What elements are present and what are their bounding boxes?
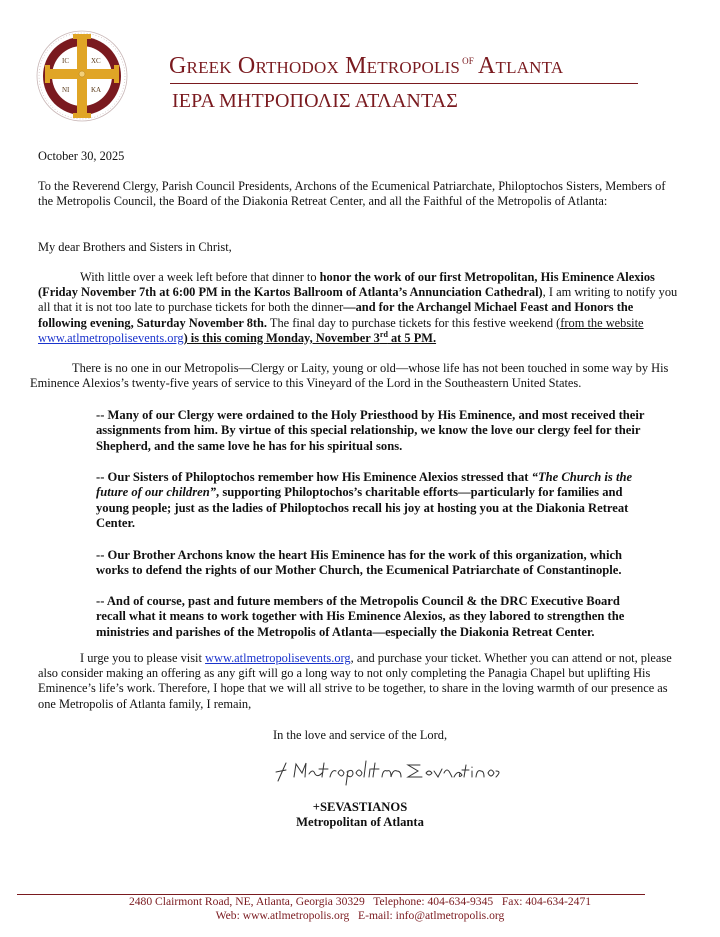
p1-deadline-time: at 5 PM.	[387, 330, 437, 345]
p1-text-f: (from the website	[556, 315, 644, 330]
bullet-clergy: -- Many of our Clergy were ordained to the Holy Priesthood by His Eminence, and most received their assignments from him. By virtue of this special relationship, we know the love our clergy feel for their Shepherd, and the same love he has for his spiritual sons.	[96, 408, 645, 453]
bullet-philoptochos-quote: “The Church is the future of our children”	[96, 470, 633, 500]
metropolis-title	[169, 53, 563, 80]
signer-title: Metropolitan of Atlanta	[296, 815, 424, 829]
seal-letters-ic: IC	[62, 57, 69, 65]
letter-salutation: My dear Brothers and Sisters in Christ,	[38, 240, 232, 254]
p1-dinner-details: honor the work of our first Metropolitan, His Eminence Alexios (Friday November 7th at 6:00 PM in the Kartos Ballroom of Atlanta’s Annunciation Cathedral)	[38, 270, 655, 300]
seal-letters-ni: NI	[62, 86, 70, 94]
bullet-philoptochos-post: , supporting Philoptochos’s charitable efforts—particularly for families and young people; just as the ladies of Philoptochos recall his joy at hosting you at the Diakonia Retreat Center.	[96, 485, 629, 531]
p1-text-a: With little over a week left before that dinner to	[80, 270, 320, 284]
p3-text-a: I urge you to please visit	[80, 651, 206, 665]
title-of: OF	[462, 56, 474, 66]
metropolis-title-greek: ΙΕΡΑ ΜΗΤΡΟΠΟΛΙΣ ΑΤΛΑΝΤΑΣ	[172, 90, 458, 112]
p1-text-c: , I am writing to notify you all that it is not too late to purchase tickets for both the dinner	[38, 285, 678, 315]
letter-closing: In the love and service of the Lord,	[272, 728, 448, 742]
signer	[0, 800, 720, 830]
letterhead	[0, 0, 720, 130]
letter-date: October 30, 2025	[38, 149, 125, 163]
p3-text-b: , and purchase your ticket. Whether you can attend or not, please also consider making an offering as any gift will go a long way to not only completing the Panagia Chapel but uplifting His Eminence’s life’s work. Therefore, I hope that we will all strive to be together, to share in the loving warmth of our presence as one Metropolis of Atlanta family, I remain,	[38, 651, 672, 711]
p1-text-e: The final day to purchase tickets for this festive weekend	[267, 315, 557, 330]
letterhead-rule	[170, 83, 638, 84]
letter-addressee: To the Reverend Clergy, Parish Council Presidents, Archons of the Ecumenical Patriarchate, Philoptochos Sisters, Members of the Metropolis Council, the Board of the Diakonia Retreat Center, and all the Faithful of the Metropolis of Atlanta:	[38, 179, 666, 209]
paragraph-service-tribute: There is no one in our Metropolis—Clergy or Laity, young or old—whose life has not been touched in some way by His Eminence Alexios’s twenty-five years of service to this Vineyard of the Lord in the Southeastern United States.	[30, 361, 669, 391]
paragraph-event-announcement	[38, 270, 683, 346]
title-city: Atlanta	[478, 53, 564, 79]
seal-letters-ka: KA	[91, 86, 102, 94]
paragraph-urge-visit	[38, 651, 686, 712]
bullet-archons: -- Our Brother Archons know the heart His Eminence has for the work of this organization, which works to defend the rights of our Mother Church, the Ecumenical Patriarchate of Constantinople.	[96, 548, 623, 578]
events-website-link-2[interactable]: www.atlmetropolisevents.org	[205, 651, 351, 665]
title-main: Greek Orthodox Metropolis	[169, 53, 461, 79]
p1-deadline-date: ) is this coming Monday, November 3	[183, 330, 380, 345]
events-website-link[interactable]: www.atlmetropolisevents.org	[38, 330, 184, 345]
bullet-philoptochos-pre: -- Our Sisters of Philoptochos remember how His Eminence Alexios stressed that	[96, 470, 532, 484]
p1-feast-details: —and for the Archangel Michael Feast and Honors the following evening, Saturday November 8th.	[38, 300, 634, 330]
seal-letters-xc: XC	[91, 57, 101, 65]
bullet-philoptochos	[96, 470, 652, 532]
p1-deadline-sup: rd	[379, 329, 388, 339]
signer-name: +SEVASTIANOS	[312, 800, 408, 814]
handwritten-signature	[272, 755, 502, 787]
footer-contact: Web: www.atlmetropolis.org E-mail: info@atlmetropolis.org	[215, 909, 505, 922]
metropolis-seal-logo	[36, 30, 128, 122]
bullet-council: -- And of course, past and future members of the Metropolis Council & the DRC Executive Board recall what it means to work together with His Eminence Alexios, as they labored to strengthen the ministries and parishes of the Metropolis of Atlanta—especially the Diakonia Retreat Center.	[96, 594, 625, 639]
footer-address: 2480 Clairmont Road, NE, Atlanta, Georgia 30329 Telephone: 404-634-9345 Fax: 404-634-2471	[128, 895, 592, 908]
